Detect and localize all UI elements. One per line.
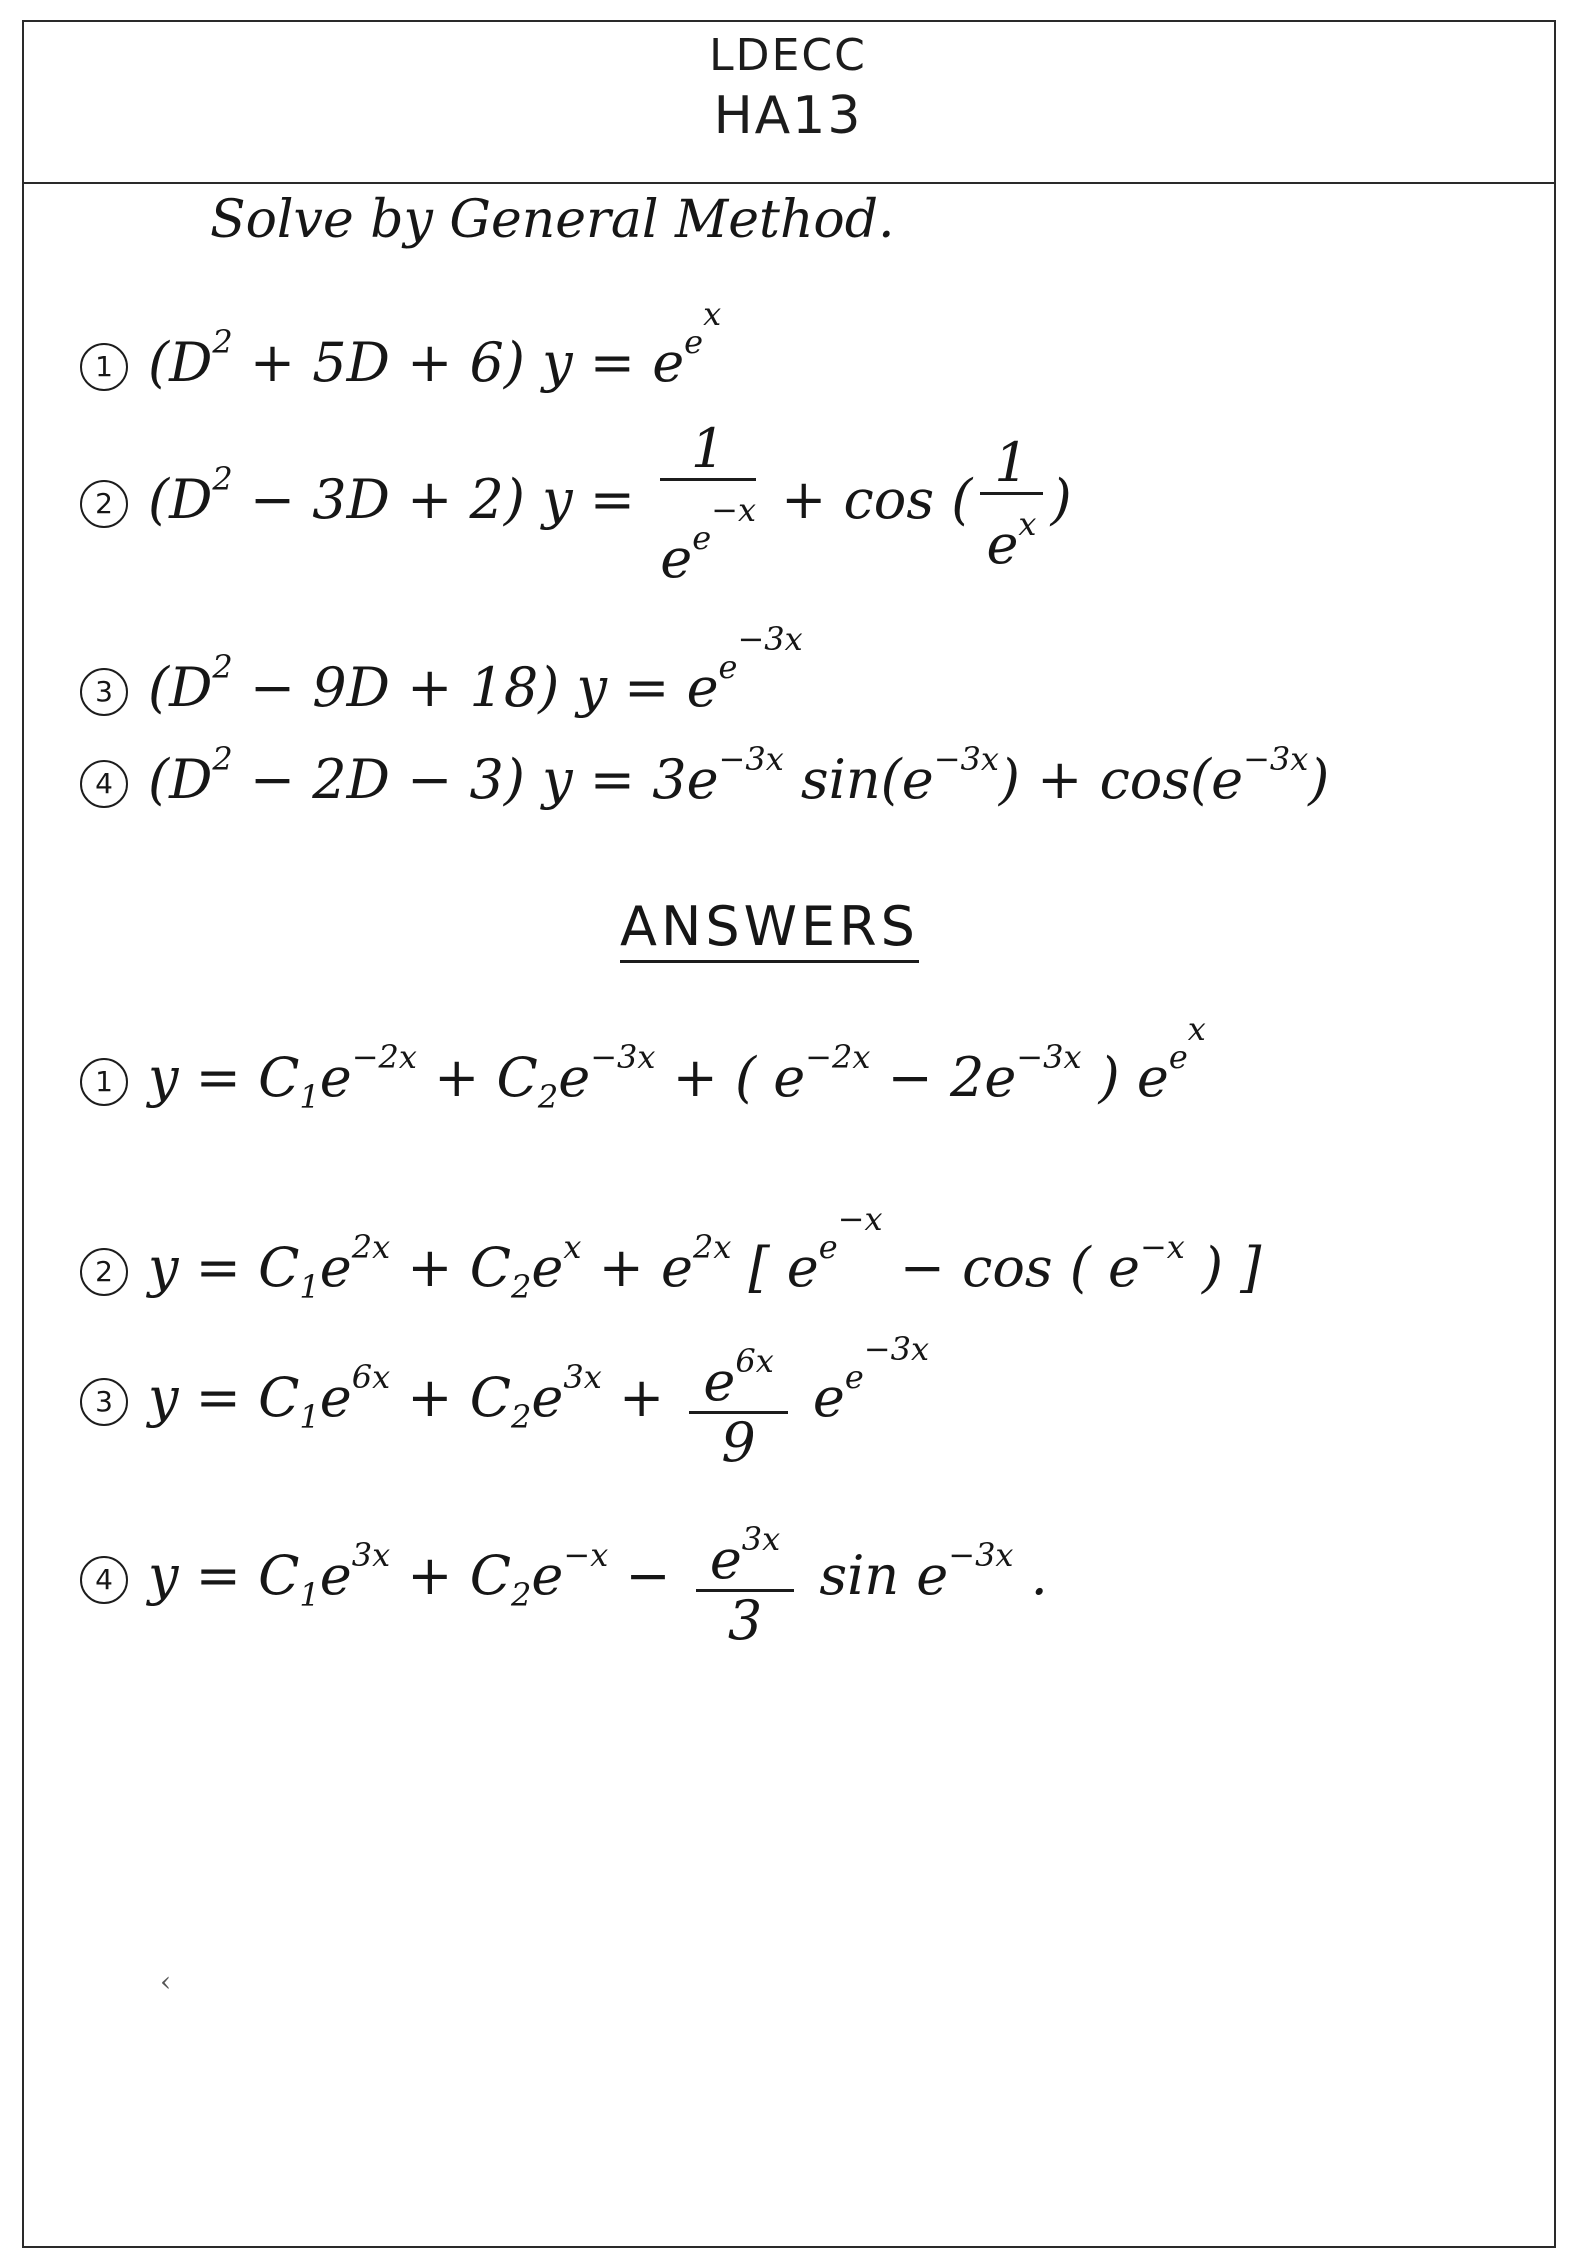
problem-2: 2 $(D^2 - 3D + 2) y$ = $\frac{1}{e^{e^{-x}}}$ + cos ( $\frac{1}{e^x}$ )	[80, 420, 1072, 588]
course-code: LDECC	[709, 30, 867, 81]
instruction-text: Solve by General Method.	[210, 190, 895, 250]
answer-1: 1 $y = C_1e^{-2x} + C_2e^{-3x}$ + ( $e^{-2x} - 2e^{-3x}$ ) $e^{e^x}$	[80, 1010, 1206, 1116]
fraction: $\frac{e^{3x}}{3}$	[696, 1510, 794, 1650]
answer-number: 3	[80, 1378, 128, 1426]
fraction: $\frac{1}{e^{e^{-x}}}$	[660, 417, 756, 590]
problem-4: 4 $(D^2 - 2D - 3) y = 3e^{-3x}$ $\sin(e^{-3x}) + \cos(e^{-3x})$	[80, 740, 1329, 811]
fraction: $\frac{1}{e^x}$	[980, 434, 1042, 574]
problem-number: 4	[80, 760, 128, 808]
answer-number: 4	[80, 1556, 128, 1604]
answers-heading: ANSWERS	[620, 895, 919, 963]
problem-3: 3 $(D^2 - 9D + 18) y = e^{e^{-3x}}$	[80, 620, 803, 719]
assignment-id: HA13	[713, 86, 863, 146]
answer-number: 1	[80, 1058, 128, 1106]
fraction: $\frac{e^{6x}}{9}$	[689, 1332, 787, 1472]
problem-1: 1 $(D^2 + 5D + 6) y = e^{e^x}$	[80, 295, 721, 394]
problem-number: 2	[80, 480, 128, 528]
stray-mark: ‹	[160, 1965, 172, 1998]
problem-number: 3	[80, 668, 128, 716]
answer-number: 2	[80, 1248, 128, 1296]
header-divider	[22, 182, 1556, 184]
answer-4: 4 $y = C_1e^{3x} + C_2e^{-x}$ − $\frac{e^{3x}}{3}$ $\sin e^{-3x}$ .	[80, 1510, 1048, 1650]
answer-3: 3 $y = C_1e^{6x} + C_2e^{3x}$ + $\frac{e^{6x}}{9}$ $e^{e^{-3x}}$	[80, 1330, 929, 1472]
problem-number: 1	[80, 343, 128, 391]
answer-2: 2 $y = C_1e^{2x} + C_2e^x + e^{2x}$ [ $e^{e^{-x}} - \cos$ ( $e^{-x}$ ) ]	[80, 1200, 1261, 1306]
